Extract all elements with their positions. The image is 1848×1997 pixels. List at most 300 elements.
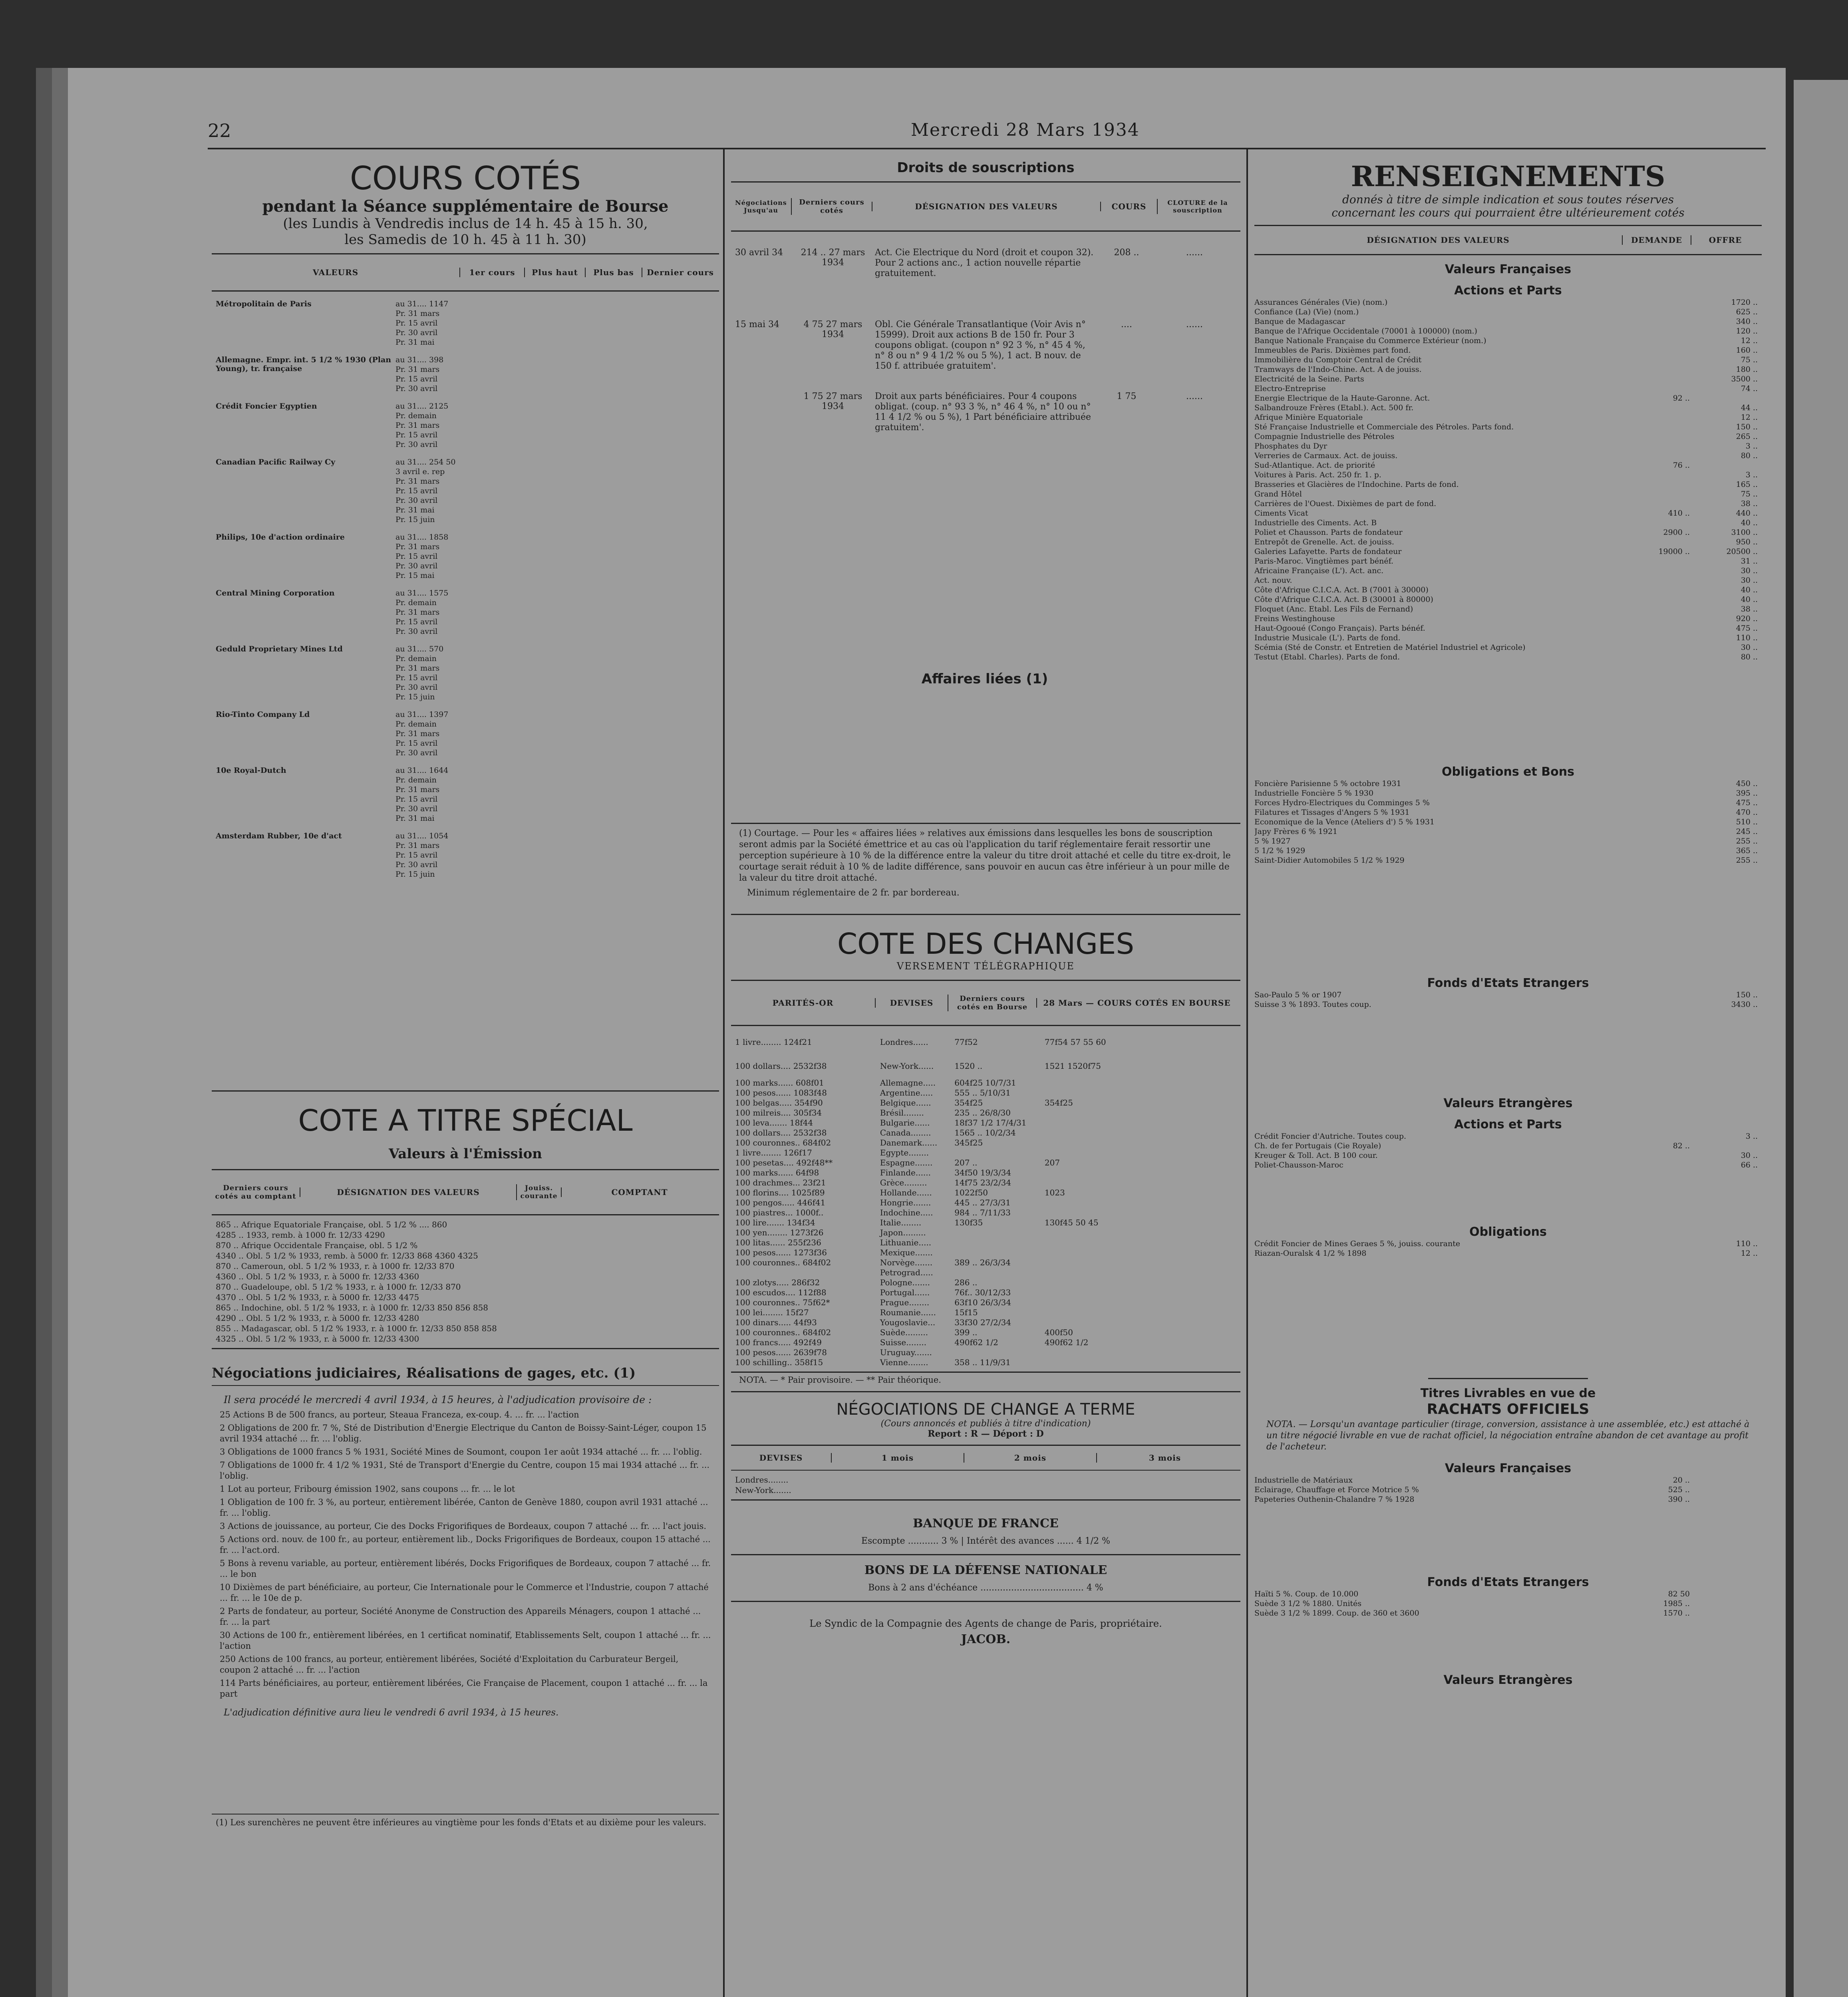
changes-row (731, 1088, 1240, 1098)
rens-row (1254, 461, 1762, 470)
rens-demande: 1985 .. (1663, 1599, 1690, 1608)
r-fe-title: Fonds d'Etats Etrangers (1427, 1575, 1589, 1589)
changes-row (731, 1218, 1240, 1228)
rens-row (1254, 393, 1762, 403)
cours-row-line: Pr. 15 avril (395, 552, 438, 561)
rens-designation: Galeries Lafayette. Parts de fondateur (1254, 547, 1402, 556)
changes-row (731, 1030, 1240, 1054)
changes-cell: 1521 1520f75 (1044, 1061, 1101, 1071)
rens-designation: Freins Westinghouse (1254, 614, 1335, 623)
banque-title: BANQUE DE FRANCE (913, 1517, 1059, 1531)
rens-row (1254, 374, 1762, 384)
rens-row (1254, 808, 1762, 817)
rens-designation: 5 % 1927 (1254, 837, 1291, 846)
rens-designation: Poliet-Chausson-Maroc (1254, 1161, 1343, 1169)
changes-row (731, 1288, 1240, 1298)
rens-row (1254, 317, 1762, 326)
changes-row (731, 1338, 1240, 1348)
nego-item: 30 Actions de 100 fr., entièrement libérées, en 1 certificat nominatif, Etablissements Selt, coupon 1 attaché ... fr. ... l'action (220, 1630, 711, 1651)
rens-designation: Energie Electrique de la Haute-Garonne. Act. (1254, 394, 1430, 403)
changes-cell: 345f25 (954, 1138, 983, 1147)
rens-col-demande: DEMANDE (1622, 235, 1691, 245)
changes-cell (950, 1228, 1041, 1238)
cours-row-line: Pr. 31 mai (395, 814, 435, 823)
rens-demande (1622, 413, 1690, 422)
rens-demande: 82 50 (1668, 1590, 1690, 1598)
changes-row (731, 1318, 1240, 1328)
special-row: 4325 .. Obl. 5 1/2 % 1933, r. à 5000 fr. 12/33 4300 (216, 1334, 419, 1344)
rens-row (1254, 307, 1762, 317)
rens-offre: 30 .. (1741, 643, 1758, 652)
changes-cell: 1520 .. (954, 1061, 983, 1071)
rens-designation: Ch. de fer Portugais (Cie Royale) (1254, 1141, 1381, 1150)
changes-cell (1041, 1168, 1240, 1178)
changes-cell: Argentine..... (880, 1088, 933, 1098)
changes-cell: 389 .. 26/3/34 (954, 1258, 1011, 1267)
terme-title: NÉGOCIATIONS DE CHANGE A TERME (836, 1400, 1135, 1419)
changes-cell: 207 (1044, 1158, 1060, 1167)
droits-col-designation: DÉSIGNATION DES VALEURS (872, 202, 1100, 211)
changes-row (731, 1228, 1240, 1238)
cours-row-name: Rio-Tinto Company Ld (216, 710, 310, 719)
rens-designation: Foncière Parisienne 5 % octobre 1931 (1254, 779, 1401, 788)
rens-row (1254, 595, 1762, 604)
rens-offre: 3430 .. (1731, 1000, 1758, 1009)
changes-cell (950, 1348, 1041, 1358)
cours-row-line: Pr. 31 mars (395, 664, 440, 673)
changes-cell (950, 1248, 1041, 1258)
special-row: 4290 .. Obl. 5 1/2 % 1933, r. à 5000 fr. 12/33 4280 (216, 1313, 419, 1323)
rens-row (1254, 1132, 1762, 1141)
rens-designation: Banque de Madagascar (1254, 317, 1345, 326)
cours-row-line: Pr. 15 juin (395, 870, 435, 879)
changes-cell: 130f45 50 45 (1044, 1218, 1099, 1227)
terme-subtitle: (Cours annoncés et publiés à titre d'indication) (880, 1419, 1091, 1429)
changes-cell: 77f54 57 55 60 (1044, 1037, 1106, 1047)
cours-hours-2: les Samedis de 10 h. 45 à 11 h. 30) (344, 232, 586, 248)
changes-cell (1041, 1138, 1240, 1148)
cours-row-line: Pr. 30 avril (395, 804, 438, 813)
rens-designation: Electricité de la Seine. Parts (1254, 375, 1364, 383)
changes-cell: 77f52 (954, 1037, 978, 1047)
rens-offre: 31 .. (1741, 557, 1758, 566)
rens-demande (1622, 441, 1690, 451)
rens-row (1254, 1589, 1762, 1599)
changes-cell (1041, 1198, 1240, 1208)
changes-cell: Finlande...... (880, 1168, 931, 1177)
ve-ap-title: Actions et Parts (1454, 1118, 1562, 1132)
droits-cours: .... (1121, 320, 1132, 330)
special-row: 865 .. Indochine, obl. 5 1/2 % 1933, r. à 1000 fr. 12/33 850 856 858 (216, 1303, 489, 1312)
col-plus-haut: Plus haut (524, 268, 585, 277)
rens-designation: Salbandrouze Frères (Etabl.). Act. 500 fr. (1254, 403, 1414, 412)
rens-row (1254, 1249, 1762, 1258)
changes-row (731, 1198, 1240, 1208)
droits-table-body (731, 232, 1240, 824)
droits-cloture: ...... (1186, 391, 1203, 401)
rens-offre: 625 .. (1736, 308, 1758, 316)
rens-offre: 180 .. (1736, 365, 1758, 374)
cours-row-line: 3 avril e. rep (395, 467, 445, 476)
changes-cell: 286 .. (954, 1278, 978, 1287)
rens-designation: Saint-Didier Automobiles 5 1/2 % 1929 (1254, 856, 1405, 865)
rens-row (1254, 470, 1762, 480)
rens-row (1254, 827, 1762, 836)
cours-row-line: au 31.... 1147 (395, 300, 449, 308)
changes-row (731, 1188, 1240, 1198)
changes-row (731, 1138, 1240, 1148)
rens-row (1254, 585, 1762, 595)
changes-cell (950, 1238, 1041, 1248)
changes-cell: 100 lire....... 134f34 (735, 1218, 815, 1227)
rens-row (1254, 1485, 1762, 1495)
changes-cell (1041, 1088, 1240, 1098)
rens-row (1254, 566, 1762, 576)
rens-demande (1622, 808, 1690, 817)
rens-offre: 3 .. (1745, 442, 1758, 451)
rens-offre: 1720 .. (1731, 298, 1758, 307)
rens-row (1254, 1475, 1762, 1485)
col-premier-cours: 1er cours (459, 268, 524, 277)
nego-title: Négociations judiciaires, Réalisations de gages, etc. (1) (212, 1365, 636, 1381)
rens-designation: Riazan-Ouralsk 4 1/2 % 1898 (1254, 1249, 1367, 1258)
cours-row-line: Pr. 15 avril (395, 851, 438, 860)
changes-row (731, 1054, 1240, 1078)
nego-item: 1 Obligation de 100 fr. 3 %, au porteur, entièrement libérée, Canton de Genève 1880, coupon avril 1931 attaché ... fr. ... l'oblig. (220, 1497, 708, 1518)
changes-cell: 100 yen........ 1273f26 (735, 1228, 824, 1237)
rens-table-header (1254, 225, 1762, 255)
ve-ap-list (1254, 1132, 1762, 1170)
rens-offre (1690, 393, 1758, 403)
rens-row (1254, 856, 1762, 865)
rens-offre: 475 .. (1736, 624, 1758, 633)
changes-note: NOTA. — * Pair provisoire. — ** Pair théorique. (739, 1375, 941, 1385)
changes-cell: 1 livre........ 124f21 (735, 1037, 812, 1047)
changes-col-cotes: 28 Mars — COURS COTÉS EN BOURSE (1036, 998, 1237, 1008)
rens-offre (1690, 1485, 1758, 1495)
droits-table-header (731, 181, 1240, 232)
page-date: Mercredi 28 Mars 1934 (911, 120, 1140, 140)
terme-row-newyork: New-York....... (735, 1485, 791, 1495)
middle-column (731, 156, 1240, 1997)
droits-date: 15 mai 34 (735, 320, 779, 330)
rens-demande (1622, 1160, 1690, 1170)
rens-offre (1690, 1589, 1758, 1599)
left-column (212, 156, 719, 1997)
rens-offre: 475 .. (1736, 798, 1758, 807)
changes-cell: Italie........ (880, 1218, 922, 1227)
rens-demande (1622, 307, 1690, 317)
nego-item: 114 Parts bénéficiaires, au porteur, entièrement libérées, Cie Française de Placement, coupon 1 attaché ... fr. ... la part (220, 1678, 708, 1699)
cours-title: COURS COTÉS (350, 160, 581, 197)
changes-cell: 235 .. 26/8/30 (954, 1108, 1011, 1118)
rens-designation: Phosphates du Dyr (1254, 442, 1327, 451)
changes-row (731, 1348, 1240, 1358)
rens-offre: 150 .. (1736, 423, 1758, 431)
column-rule-2 (1246, 148, 1248, 1997)
col-plus-bas: Plus bas (585, 268, 642, 277)
rens-offre: 395 .. (1736, 789, 1758, 798)
rens-demande (1622, 1249, 1690, 1258)
rens-row (1254, 788, 1762, 798)
rens-offre (1690, 1495, 1758, 1504)
rens-designation: Suisse 3 % 1893. Toutes coup. (1254, 1000, 1371, 1009)
rens-demande (1622, 432, 1690, 441)
terme-report: Report : R — Déport : D (928, 1429, 1044, 1439)
printer-name: JACOB. (961, 1632, 1011, 1646)
rens-designation: Eclairage, Chauffage et Force Motrice 5 % (1254, 1485, 1419, 1494)
rens-designation: Sao-Paulo 5 % or 1907 (1254, 991, 1342, 999)
cours-row-line: Pr. 30 avril (395, 683, 438, 692)
changes-cell: 100 piastres... 1000f.. (735, 1208, 824, 1217)
changes-cell: Hollande...... (880, 1188, 932, 1197)
rens-offre: 165 .. (1736, 480, 1758, 489)
changes-cell: 354f25 (954, 1098, 983, 1108)
rens-offre: 255 .. (1736, 856, 1758, 865)
cours-row-line: Pr. 31 mars (395, 841, 440, 850)
changes-cell: Suède......... (880, 1328, 928, 1337)
cours-row-line: Pr. 30 avril (395, 627, 438, 636)
rens-offre: 40 .. (1741, 518, 1758, 527)
rens-demande (1622, 643, 1690, 652)
changes-cell: Allemagne..... (880, 1078, 936, 1088)
rens-row (1254, 1495, 1762, 1504)
rens-row (1254, 336, 1762, 345)
rens-row (1254, 441, 1762, 451)
changes-cell (731, 1268, 876, 1278)
rens-demande (1622, 374, 1690, 384)
changes-cell: Pologne....... (880, 1278, 930, 1287)
cours-row-line: au 31.... 1858 (395, 533, 449, 542)
rens-row (1254, 798, 1762, 808)
rens-offre: 365 .. (1736, 846, 1758, 855)
terme-table-header (731, 1445, 1240, 1471)
vf-title: Valeurs Françaises (1445, 262, 1572, 276)
nego-item: 25 Actions B de 500 francs, au porteur, Steaua Franceza, ex-coup. 4. ... fr. ... l'action (220, 1410, 579, 1419)
rens-demande (1622, 827, 1690, 836)
rens-designation: Compagnie Industrielle des Pétroles (1254, 432, 1395, 441)
rens-offre: 450 .. (1736, 779, 1758, 788)
rens-demande (1622, 623, 1690, 633)
rens-row (1254, 556, 1762, 566)
rens-offre: 3 .. (1745, 1132, 1758, 1141)
rens-designation: Electro-Entreprise (1254, 384, 1326, 393)
rens-designation: Haïti 5 %. Coup. de 10.000 (1254, 1590, 1359, 1598)
rachats-title-2: RACHATS OFFICIELS (1427, 1401, 1590, 1417)
cours-row-line: Pr. 15 mai (395, 571, 435, 580)
droits-last: 1 75 27 mars 1934 (803, 391, 862, 411)
cours-row-line: au 31.... 1644 (395, 766, 449, 775)
special-col-derniers: Derniers cours cotés au comptant (215, 1184, 296, 1201)
changes-table-body (731, 1026, 1240, 1373)
r-ve-title: Valeurs Etrangères (1443, 1673, 1573, 1687)
rens-offre: 38 .. (1741, 605, 1758, 613)
rens-demande (1622, 422, 1690, 432)
rens-offre: 245 .. (1736, 827, 1758, 836)
changes-cell: Lithuanie..... (880, 1238, 932, 1247)
newspaper-page (68, 68, 1786, 1997)
r-fe-list (1254, 1589, 1762, 1618)
rens-demande: 410 .. (1668, 509, 1690, 518)
rens-designation: Industrielle de Matériaux (1254, 1476, 1353, 1485)
droits-date: 30 avril 34 (735, 248, 783, 258)
rens-designation: Confiance (La) (Vie) (nom.) (1254, 308, 1359, 316)
rens-demande (1622, 355, 1690, 365)
changes-cell (1041, 1128, 1240, 1138)
rens-row (1254, 489, 1762, 499)
changes-col-parites: PARITÉS-OR (772, 998, 834, 1008)
rens-designation: Scémia (Sté de Constr. et Entretien de Matériel Industriel et Agricole) (1254, 643, 1526, 652)
changes-col-devises: DEVISES (875, 998, 948, 1008)
cours-subtitle: pendant la Séance supplémentaire de Bourse (262, 197, 669, 216)
rens-demande (1622, 614, 1690, 623)
changes-cell: 490f62 1/2 (954, 1338, 998, 1347)
changes-row (731, 1208, 1240, 1218)
rens-designation: Sté Française Industrielle et Commerciale des Pétroles. Parts fond. (1254, 423, 1514, 431)
cours-row-line: Pr. demain (395, 720, 437, 729)
changes-cell: 100 couronnes.. 75f62* (735, 1298, 830, 1307)
rens-demande (1622, 317, 1690, 326)
cours-row-line: Pr. 30 avril (395, 496, 438, 505)
rens-demande (1622, 585, 1690, 595)
rens-offre: 160 .. (1736, 346, 1758, 355)
rens-offre: 75 .. (1741, 490, 1758, 498)
rens-row (1254, 413, 1762, 422)
cours-row-line: Pr. 30 avril (395, 328, 438, 337)
affaires-liees-title: Affaires liées (1) (921, 671, 1048, 687)
changes-row (731, 1148, 1240, 1158)
terme-col-2mois: 2 mois (964, 1453, 1096, 1463)
rens-designation: Tramways de l'Indo-Chine. Act. A de jouiss. (1254, 365, 1422, 374)
rens-row (1254, 1239, 1762, 1249)
terme-table-body (731, 1471, 1240, 1501)
nego-intro: Il sera procédé le mercredi 4 avril 1934, à 15 heures, à l'adjudication provisoire de : (224, 1394, 652, 1405)
rens-designation: Industrie Musicale (L'). Parts de fond. (1254, 633, 1401, 642)
changes-cell: 100 pesos...... 2639f78 (735, 1348, 827, 1357)
cours-row-name: Canadian Pacific Railway Cy (216, 458, 336, 466)
cours-row-line: Pr. 31 mars (395, 421, 440, 430)
rens-offre: 20500 .. (1726, 547, 1758, 556)
droits-last: 4 75 27 mars 1934 (803, 320, 862, 339)
cours-row-line: Pr. 15 avril (395, 739, 438, 748)
ap-title: Actions et Parts (1454, 284, 1562, 298)
rens-offre: 44 .. (1741, 403, 1758, 412)
nego-item: 5 Actions ord. nouv. de 100 fr., au porteur, entièrement lib., Docks Frigorifiques de Bordeaux, coupon 15 attaché ... fr. ... l'act.ord. (220, 1534, 711, 1555)
rens-offre: 120 .. (1736, 327, 1758, 335)
rens-row (1254, 614, 1762, 623)
rens-row (1254, 836, 1762, 846)
droits-col-date: Négociations Jusqu'au (735, 199, 787, 214)
changes-cell (1041, 1108, 1240, 1118)
changes-cell: 100 dinars..... 44f93 (735, 1318, 817, 1327)
rens-offre: 66 .. (1741, 1161, 1758, 1169)
rens-demande (1622, 652, 1690, 662)
cours-table-body (212, 292, 719, 1092)
nego-item: 7 Obligations de 1000 fr. 4 1/2 % 1931, Sté de Transport d'Energie du Centre, coupon 15 mai 1934 attaché ... fr. ... l'oblig. (220, 1460, 710, 1481)
nego-list (212, 1409, 719, 1699)
rens-demande (1622, 1239, 1690, 1249)
changes-cell: Londres...... (880, 1037, 928, 1047)
rens-demande: 20 .. (1673, 1476, 1690, 1485)
nego-item: 250 Actions de 100 francs, au porteur, entièrement libérées, Société d'Exploitation du Carburateur Bergeil, coupon 2 attaché ... fr. ... l'action (220, 1654, 679, 1675)
changes-cell (950, 1148, 1041, 1158)
rens-demande (1622, 298, 1690, 307)
rens-offre (1690, 1608, 1758, 1618)
terme-col-3mois: 3 mois (1096, 1453, 1233, 1463)
rens-offre (1690, 1141, 1758, 1151)
cours-row-line: Pr. 31 mai (395, 338, 435, 347)
bons-title: BONS DE LA DÉFENSE NATIONALE (864, 1563, 1107, 1577)
rens-designation: Paris-Maroc. Vingtièmes part bénéf. (1254, 557, 1394, 566)
cours-row-line: Pr. 15 avril (395, 319, 438, 328)
rens-row (1254, 1608, 1762, 1618)
rens-demande (1622, 856, 1690, 865)
droits-cours: 208 .. (1114, 248, 1139, 258)
droits-col-cours: COURS (1100, 202, 1157, 211)
rens-demande: 19000 .. (1658, 547, 1690, 556)
rachats-title-1: Titres Livrables en vue de (1420, 1386, 1596, 1400)
rens-row (1254, 499, 1762, 508)
changes-cell: Bulgarie...... (880, 1118, 930, 1128)
rens-demande: 82 .. (1673, 1141, 1690, 1150)
cours-row-line: Pr. 31 mars (395, 309, 440, 318)
changes-cell: 100 marks...... 608f01 (735, 1078, 824, 1088)
changes-cell: Uruguay....... (880, 1348, 932, 1357)
page-content (208, 120, 1766, 1997)
rens-designation: Industrielle des Ciments. Act. B (1254, 518, 1377, 527)
terme-col-devises: DEVISES (759, 1453, 803, 1463)
changes-cell (950, 1268, 1041, 1278)
rens-offre: 3500 .. (1731, 375, 1758, 383)
renseignements-sub2: concernant les cours qui pourraient être ultérieurement cotés (1331, 206, 1685, 219)
nego-item: 2 Parts de fondateur, au porteur, Société Anonyme de Construction des Appareils Ménagers, coupon 1 attaché ... fr. ... la part (220, 1606, 701, 1627)
courtage-minimum: Minimum réglementaire de 2 fr. par bordereau. (747, 888, 960, 898)
rens-designation: Grand Hôtel (1254, 490, 1302, 498)
rens-demande (1622, 365, 1690, 374)
changes-cell: 984 .. 7/11/33 (954, 1208, 1011, 1217)
cours-row-line: Pr. 30 avril (395, 860, 438, 869)
changes-cell: 100 pesos...... 1083f48 (735, 1088, 827, 1098)
rens-designation: Kreuger & Toll. Act. B 100 cour. (1254, 1151, 1378, 1160)
changes-subtitle: VERSEMENT TÉLÉGRAPHIQUE (896, 961, 1075, 972)
changes-cell: Vienne........ (880, 1358, 928, 1367)
ob-title: Obligations et Bons (1442, 765, 1574, 779)
rens-demande (1622, 817, 1690, 827)
terme-col-1mois: 1 mois (831, 1453, 964, 1463)
renseignements-title: RENSEIGNEMENTS (1351, 160, 1665, 193)
ve-title: Valeurs Etrangères (1443, 1096, 1573, 1110)
rens-offre: 440 .. (1736, 509, 1758, 518)
rens-demande (1622, 798, 1690, 808)
rens-demande (1622, 403, 1690, 413)
rens-row (1254, 652, 1762, 662)
column-rule-1 (723, 148, 725, 1997)
rens-designation: Poliet et Chausson. Parts de fondateur (1254, 528, 1403, 537)
special-row: 870 .. Cameroun, obl. 5 1/2 % 1933, r. à 1000 fr. 12/33 870 (216, 1261, 455, 1271)
rens-offre (1690, 1599, 1758, 1608)
cours-row-line: Pr. 30 avril (395, 562, 438, 570)
special-col-comptant: COMPTANT (561, 1187, 717, 1197)
changes-cell: Indochine..... (880, 1208, 933, 1217)
changes-cell: 100 lei........ 15f27 (735, 1308, 809, 1317)
col-valeurs: VALEURS (312, 268, 359, 277)
changes-cell: 14f75 23/2/34 (954, 1178, 1011, 1187)
cours-row-name: Philips, 10e d'action ordinaire (216, 533, 345, 542)
changes-cell: Grèce......... (880, 1178, 927, 1187)
rens-demande (1622, 480, 1690, 489)
rens-demande (1622, 499, 1690, 508)
changes-row (731, 1128, 1240, 1138)
